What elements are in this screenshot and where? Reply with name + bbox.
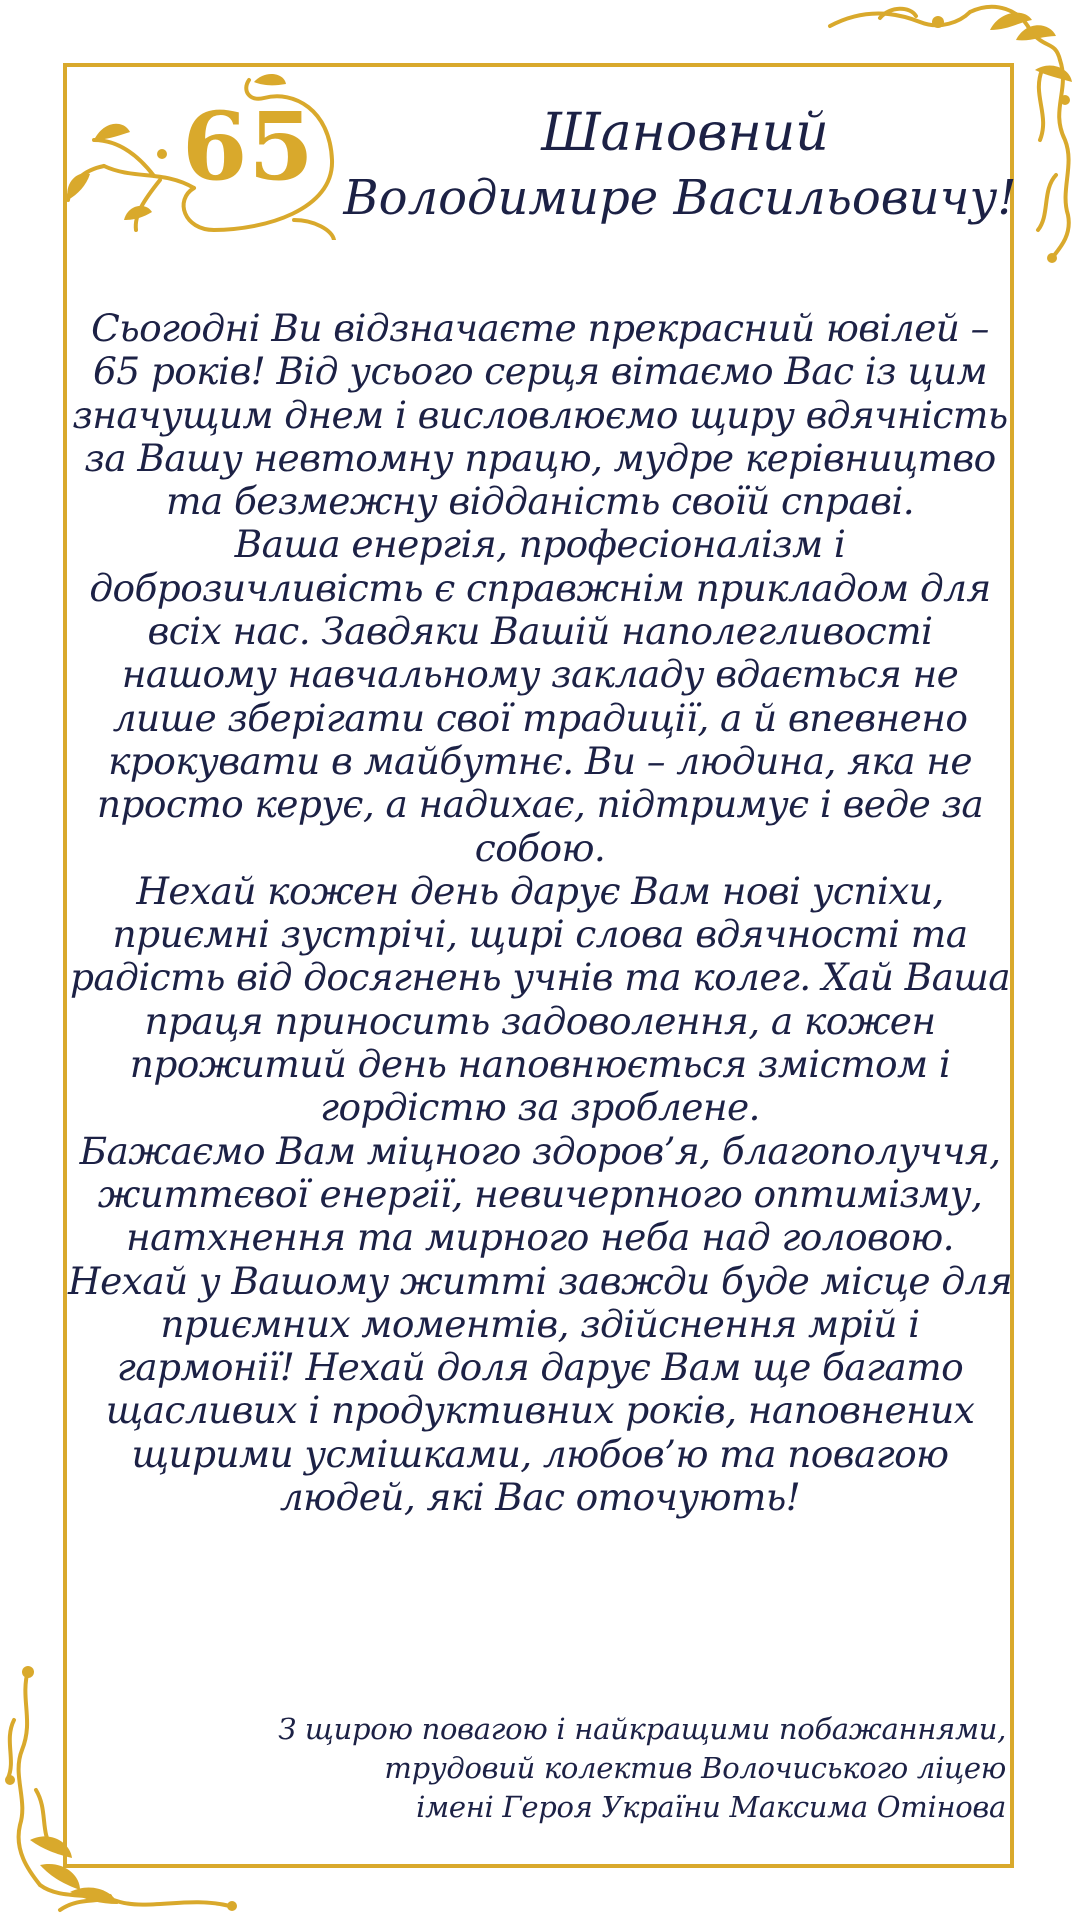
- signature-line-3: імені Героя України Максима Отінова: [416, 1790, 1006, 1824]
- paragraph: Нехай у Вашому житті завжди буде місце для приємних моментів, здійснення мрій і гармонії! Нехай доля дарує Вам ще багато щасливих і продуктивних років, наповнених щирими усмішками, любов’ю та повагою людей, які Вас оточують!: [68, 1258, 1012, 1520]
- paragraph: Нехай кожен день дарує Вам нові успіхи, приємні зустрічі, щирі слова вдячності та радість від досягнень учнів та колег. Хай Ваша праця приносить задоволення, а кожен прожитий день наповнюється змістом і гордістю за зроблене.: [69, 868, 1011, 1130]
- signature-line-2: трудовий колектив Волочиського ліцею: [384, 1751, 1006, 1785]
- greeting-line-2: Володимире Васильовичу!: [343, 170, 1017, 226]
- signature-block: [146, 1710, 1006, 1827]
- greeting-line-1: Шановний: [541, 103, 829, 163]
- paragraph: Бажаємо Вам міцного здоров’я, благополуччя, життєвої енергії, невичерпного оптимізму, натхнення та мирного неба над головою.: [79, 1128, 1001, 1260]
- greeting-heading: [300, 100, 1020, 230]
- paragraph: Ваша енергія, професіоналізм і доброзичливість є справжнім прикладом для всіх нас. Завдяки Вашій наполегливості нашому навчальному закладу вдається не лише зберігати свої традиції, а й впевнено крокувати в майбутнє. Ви – людина, яка не просто керує, а надихає, підтримує і веде за собою.: [89, 522, 991, 870]
- age-number: 65: [182, 92, 315, 202]
- congratulation-text: [68, 307, 1012, 1519]
- paragraph: Сьогодні Ви відзначаєте прекрасний ювілей – 65 років! Від усього серця вітаємо Вас із цим значущим днем і висловлюємо щиру вдячність за Вашу невтомну працю, мудре керівництво та безмежну відданість своїй справі.: [72, 306, 1008, 524]
- signature-line-1: З щирою повагою і найкращими побажаннями,: [278, 1712, 1006, 1746]
